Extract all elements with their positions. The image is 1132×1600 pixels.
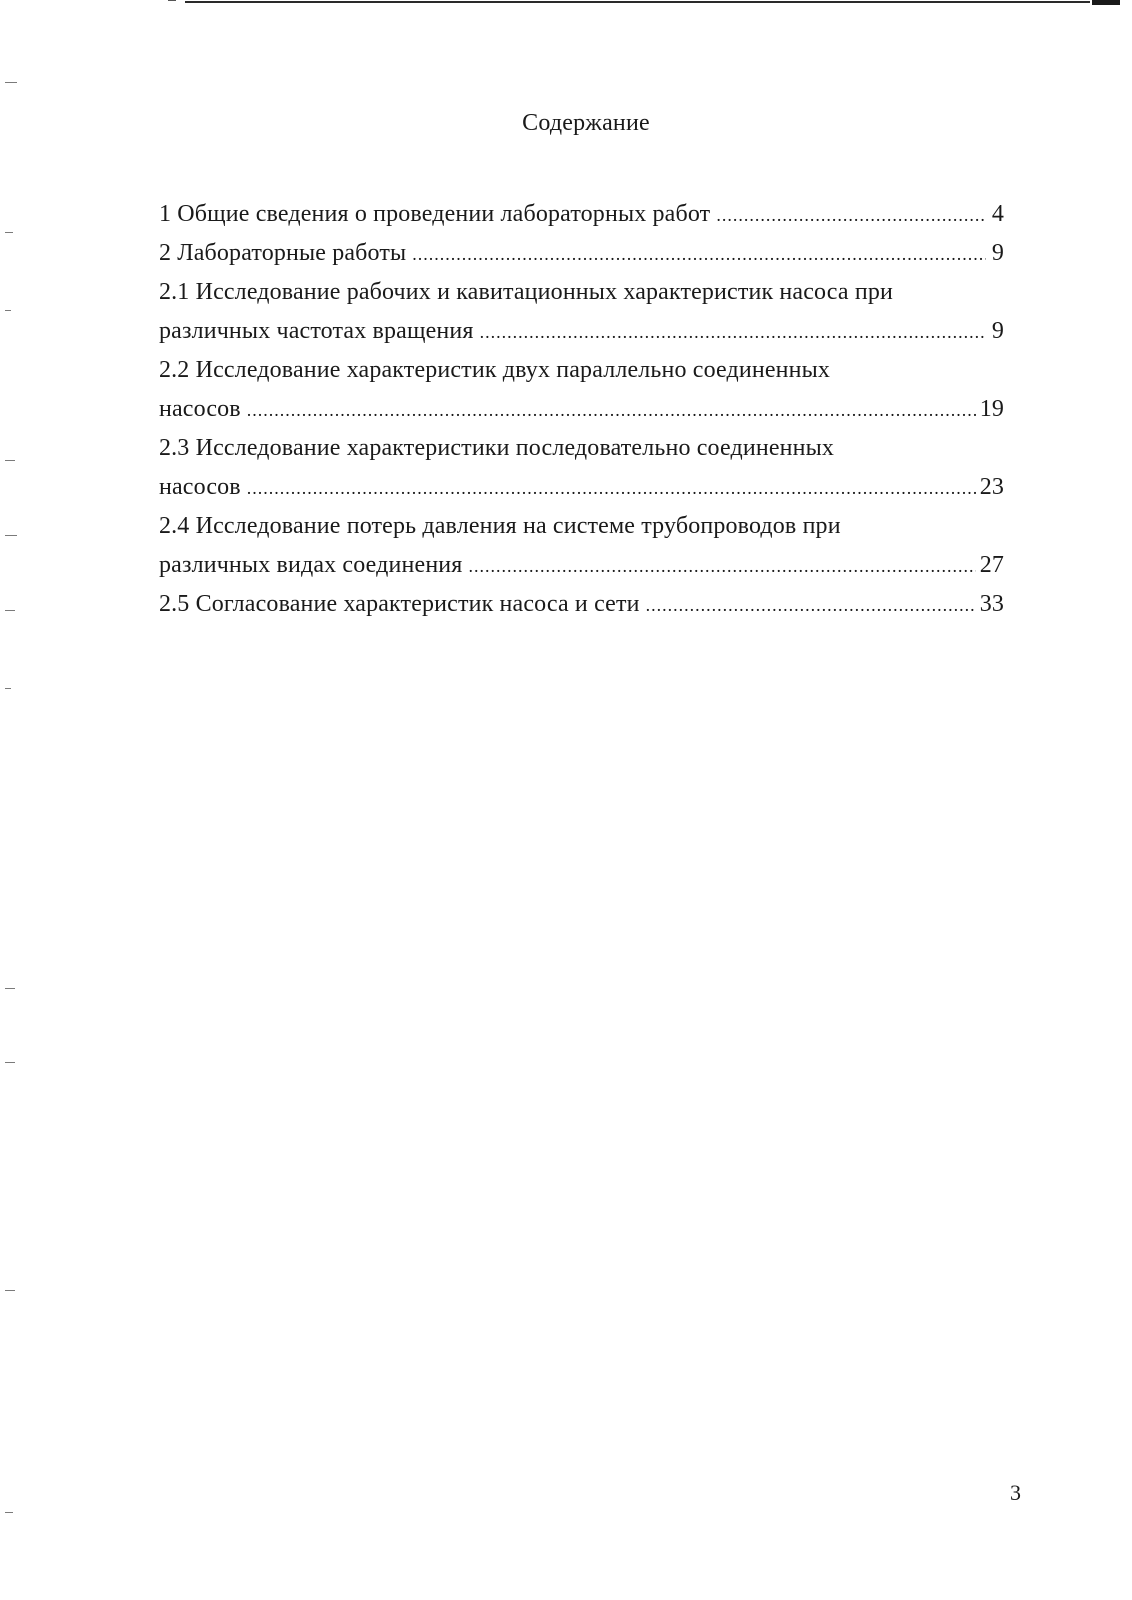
toc-line[interactable] (159, 234, 1004, 273)
toc-entry (159, 351, 1004, 429)
toc-line[interactable] (159, 390, 1004, 429)
margin-mark (5, 535, 17, 536)
toc-line[interactable] (159, 351, 1004, 390)
toc-entry-title: 2.4 Исследование потерь давления на системе трубопроводов при (159, 513, 841, 539)
toc-entry-title: 2.3 Исследование характеристики последовательно соединенных (159, 435, 835, 461)
margin-mark (5, 688, 11, 689)
toc-entry-title-continuation: насосов (159, 396, 241, 422)
margin-mark (5, 232, 13, 233)
toc-entry-title: 2.2 Исследование характеристик двух параллельно соединенных (159, 357, 831, 383)
margin-mark (5, 1062, 15, 1063)
toc-line[interactable] (159, 507, 1004, 546)
toc-entry (159, 273, 1004, 351)
toc-dot-leader (412, 235, 986, 274)
toc-line[interactable] (159, 546, 1004, 585)
toc-entry-title-continuation: насосов (159, 474, 241, 500)
toc-dot-leader (480, 313, 986, 352)
toc-entry (159, 195, 1004, 234)
toc-line[interactable] (159, 429, 1004, 468)
toc-page-number: 33 (979, 591, 1004, 617)
toc-page-number: 4 (991, 201, 1004, 227)
margin-mark (5, 1512, 13, 1513)
toc-dot-leader (469, 547, 976, 586)
toc-page-number: 27 (979, 552, 1004, 578)
toc-entry-title: 1 Общие сведения о проведении лабораторных работ (159, 201, 711, 227)
toc-entry-title: 2.5 Согласование характеристик насоса и сети (159, 591, 640, 617)
page-number: 3 (1010, 1480, 1021, 1505)
toc-entry-title: 2.1 Исследование рабочих и кавитационных характеристик насоса при (159, 279, 893, 305)
margin-mark (5, 610, 15, 611)
toc-dot-leader (247, 391, 976, 430)
toc-line[interactable] (159, 585, 1004, 624)
margin-mark (5, 310, 11, 311)
toc-entry (159, 429, 1004, 507)
scan-top-border-mark (1092, 0, 1120, 5)
margin-mark (5, 1290, 15, 1291)
toc-page-number: 19 (979, 396, 1004, 422)
toc-entry-title: 2 Лабораторные работы (159, 240, 407, 266)
toc-page-number: 9 (991, 318, 1004, 344)
toc-entry (159, 234, 1004, 273)
margin-mark (5, 82, 17, 83)
toc-entry-title-continuation: различных видах соединения (159, 552, 463, 578)
table-of-contents (159, 195, 1004, 624)
toc-entry-title-continuation: различных частотах вращения (159, 318, 474, 344)
toc-dot-leader (646, 586, 976, 625)
toc-dot-leader (247, 469, 976, 508)
toc-line[interactable] (159, 195, 1004, 234)
toc-page-number: 23 (979, 474, 1004, 500)
scan-top-fragment (168, 0, 176, 1)
toc-line[interactable] (159, 312, 1004, 351)
page-title: Содержание (522, 110, 650, 136)
toc-entry (159, 507, 1004, 585)
margin-mark (5, 988, 15, 989)
toc-dot-leader (716, 196, 986, 235)
toc-page-number: 9 (991, 240, 1004, 266)
toc-line[interactable] (159, 273, 1004, 312)
toc-line[interactable] (159, 468, 1004, 507)
toc-entry (159, 585, 1004, 624)
scan-top-border-line (185, 1, 1090, 3)
margin-mark (5, 460, 15, 461)
